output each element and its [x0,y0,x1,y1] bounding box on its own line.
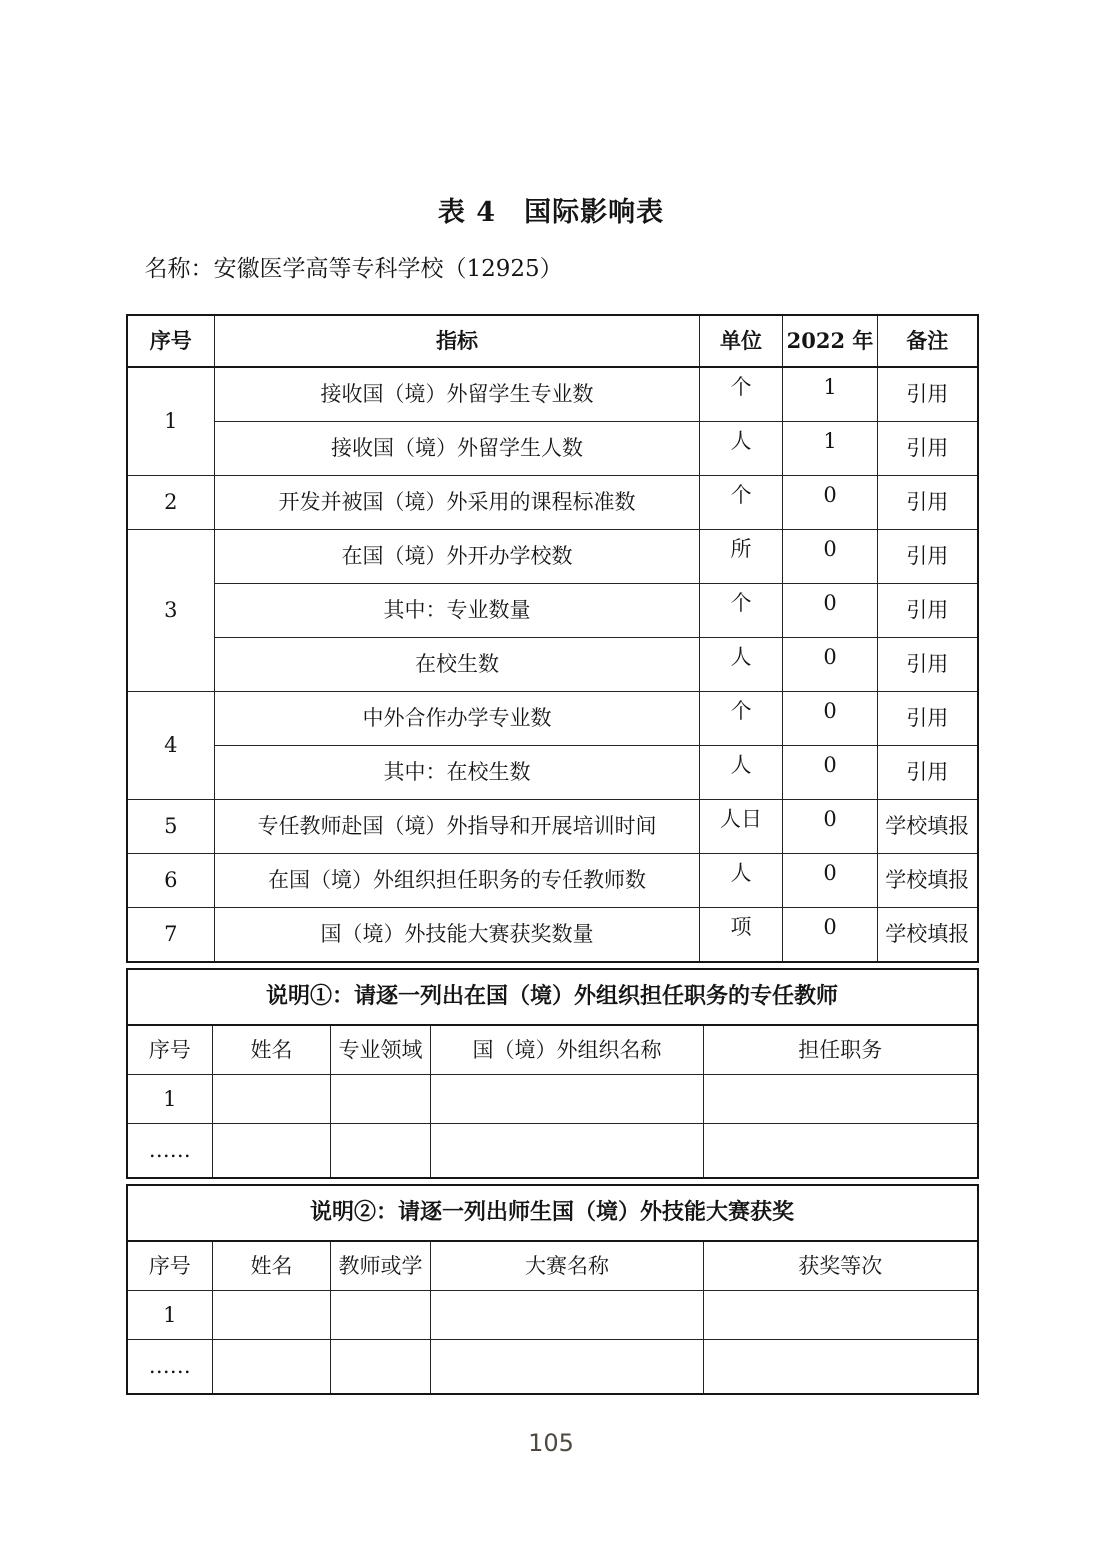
empty-data-cell [704,1291,978,1340]
note2-column-header: 姓名 [213,1241,331,1291]
note-cell: 引用 [878,746,978,800]
indicator-cell: 在国（境）外开办学校数 [215,530,700,584]
value-2022-cell: 0 [783,530,878,584]
value-2022-cell: 0 [783,908,878,963]
table-row [127,1340,978,1395]
indicator-cell: 中外合作办学专业数 [215,692,700,746]
row-number-cell: 3 [127,530,215,692]
unit-cell: 个 [700,367,783,422]
indicator-cell: 国（境）外技能大赛获奖数量 [215,908,700,963]
indicator-cell: 其中：在校生数 [215,746,700,800]
unit-cell: 人 [700,854,783,908]
unit-cell: 人 [700,422,783,476]
table-row [127,530,978,584]
row-number-cell: 7 [127,908,215,963]
unit-cell: 人 [700,746,783,800]
table-row [127,692,978,746]
empty-data-cell [331,1340,431,1395]
note1-column-header: 专业领域 [331,1025,431,1075]
table-row [127,476,978,530]
indicator-cell: 专任教师赴国（境）外指导和开展培训时间 [215,800,700,854]
value-2022-cell: 0 [783,800,878,854]
empty-data-cell [704,1075,978,1124]
indicator-cell: 在校生数 [215,638,700,692]
row-number-cell: 4 [127,692,215,800]
value-2022-cell: 0 [783,854,878,908]
row-number-cell: 5 [127,800,215,854]
note-cell: 引用 [878,422,978,476]
table-row [127,422,978,476]
empty-data-cell [213,1291,331,1340]
empty-data-cell [431,1075,704,1124]
table-row [127,1124,978,1179]
note1-title-row [127,969,978,1025]
row-number-cell: …… [127,1124,213,1179]
table-row [127,854,978,908]
unit-cell: 个 [700,692,783,746]
document-page [126,0,977,1457]
empty-data-cell [431,1291,704,1340]
empty-data-cell [213,1075,331,1124]
unit-cell: 人日 [700,800,783,854]
note2-section-title: 说明②：请逐一列出师生国（境）外技能大赛获奖 [127,1185,978,1241]
value-2022-cell: 1 [783,367,878,422]
main-column-header: 2022 年 [783,315,878,367]
value-2022-cell: 0 [783,692,878,746]
empty-data-cell [431,1340,704,1395]
empty-data-cell [704,1340,978,1395]
empty-data-cell [331,1124,431,1179]
row-number-cell: 1 [127,367,215,476]
main-column-header: 备注 [878,315,978,367]
indicator-cell: 接收国（境）外留学生人数 [215,422,700,476]
table-row [127,800,978,854]
table-row [127,1291,978,1340]
table-row [127,367,978,422]
note-cell: 学校填报 [878,908,978,963]
unit-cell: 人 [700,638,783,692]
page-number: 105 [528,1429,574,1457]
note2-column-header: 获奖等次 [704,1241,978,1291]
empty-data-cell [331,1075,431,1124]
note1-column-header: 姓名 [213,1025,331,1075]
note2-title-row [127,1185,978,1241]
note2-column-header: 教师或学 [331,1241,431,1291]
row-number-cell: 1 [127,1075,213,1124]
table-row [127,1075,978,1124]
note-cell: 引用 [878,476,978,530]
note2-header-row [127,1241,978,1291]
row-number-cell: 1 [127,1291,213,1340]
note2-table-body [127,1185,978,1394]
table-row [127,746,978,800]
unit-cell: 个 [700,584,783,638]
note-cell: 引用 [878,584,978,638]
unit-cell: 个 [700,476,783,530]
note-cell: 学校填报 [878,800,978,854]
note1-table-body [127,969,978,1178]
note1-column-header: 担任职务 [704,1025,978,1075]
unit-cell: 项 [700,908,783,963]
international-influence-table [126,314,979,963]
row-number-cell: 2 [127,476,215,530]
note-cell: 引用 [878,638,978,692]
table-row [127,908,978,963]
note-cell: 学校填报 [878,854,978,908]
indicator-cell: 其中：专业数量 [215,584,700,638]
note-cell: 引用 [878,530,978,584]
note2-column-header: 序号 [127,1241,213,1291]
value-2022-cell: 0 [783,746,878,800]
empty-data-cell [213,1124,331,1179]
empty-data-cell [431,1124,704,1179]
note1-column-header: 序号 [127,1025,213,1075]
indicator-cell: 开发并被国（境）外采用的课程标准数 [215,476,700,530]
note2-column-header: 大赛名称 [431,1241,704,1291]
main-table-body [127,367,978,962]
main-column-header: 单位 [700,315,783,367]
unit-cell: 所 [700,530,783,584]
row-number-cell: …… [127,1340,213,1395]
note-cell: 引用 [878,692,978,746]
indicator-cell: 在国（境）外组织担任职务的专任教师数 [215,854,700,908]
table-row [127,638,978,692]
note-cell: 引用 [878,367,978,422]
row-number-cell: 6 [127,854,215,908]
main-column-header: 序号 [127,315,215,367]
note1-header-row [127,1025,978,1075]
value-2022-cell: 1 [783,422,878,476]
school-name-line: 名称：安徽医学高等专科学校（12925） [144,256,563,282]
note2-skill-competition-awards-table [126,1184,979,1395]
empty-data-cell [331,1291,431,1340]
value-2022-cell: 0 [783,638,878,692]
note1-column-header: 国（境）外组织名称 [431,1025,704,1075]
note1-teachers-in-foreign-organizations-table [126,968,979,1179]
empty-data-cell [704,1124,978,1179]
indicator-cell: 接收国（境）外留学生专业数 [215,367,700,422]
value-2022-cell: 0 [783,584,878,638]
main-table-header [127,315,978,367]
note1-section-title: 说明①：请逐一列出在国（境）外组织担任职务的专任教师 [127,969,978,1025]
table-row [127,584,978,638]
page-title: 表 4 国际影响表 [437,197,665,228]
value-2022-cell: 0 [783,476,878,530]
empty-data-cell [213,1340,331,1395]
main-column-header: 指标 [215,315,700,367]
